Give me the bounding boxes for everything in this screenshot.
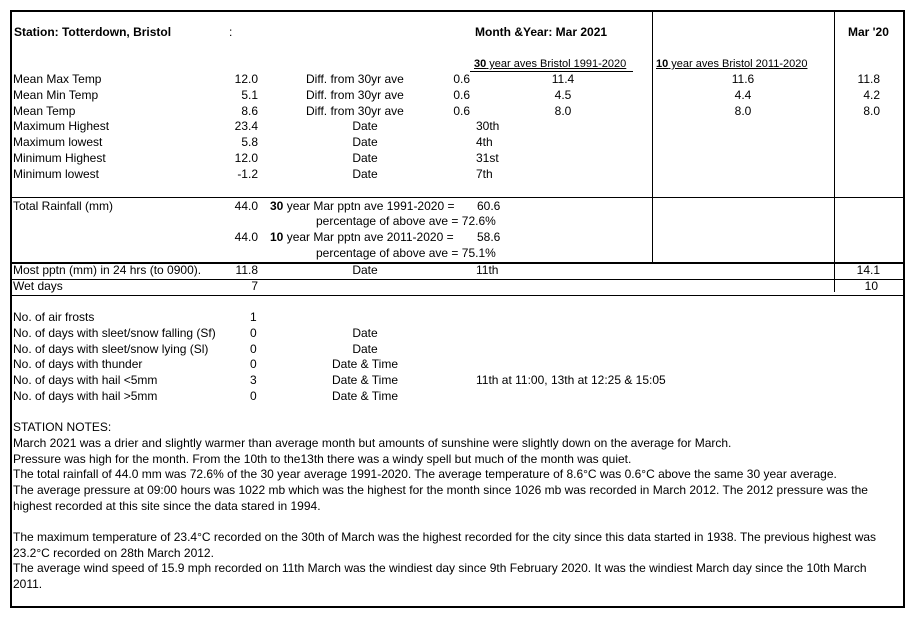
divider-after-wetdays — [10, 295, 905, 296]
extreme-date-label: Date — [352, 119, 378, 133]
note-paragraph-2: Pressure was high for the month. From the 10th to the13th there was a windy spell but much of the month was quiet. — [13, 452, 632, 466]
rainfall-pct-2: percentage of above ave = 75.1% — [316, 246, 496, 260]
divider-after-pptn — [10, 279, 905, 280]
wet-days-prev: 10 — [864, 279, 878, 293]
count-date-label: Date — [352, 325, 378, 340]
extreme-value: -1.2 — [237, 167, 258, 181]
temp-value: 8.6 — [241, 104, 258, 118]
rainfall-ave30-value: 60.6 — [477, 199, 501, 213]
count-value: 1 — [250, 310, 257, 324]
extreme-value: 12.0 — [234, 151, 258, 165]
temp-value: 12.0 — [234, 72, 258, 86]
prev-year-header: Mar '20 — [848, 25, 889, 39]
diff-value: 0.6 — [453, 88, 470, 102]
divider-prev-col — [834, 10, 835, 292]
rainfall-pct-1: percentage of above ave = 72.6% — [316, 214, 496, 228]
count-value: 3 — [250, 373, 257, 388]
rainfall-ave30-line: 30 year Mar pptn ave 1991-2020 = — [270, 199, 455, 213]
rainfall-label: Total Rainfall (mm) — [13, 199, 114, 213]
prev-value: 8.0 — [863, 104, 880, 118]
ave30-value: 4.5 — [554, 88, 572, 102]
count-label: No. of days with hail >5mm — [13, 389, 158, 403]
temp-label: Mean Temp — [13, 104, 76, 118]
count-label: No. of days with sleet/snow lying (Sl) — [13, 341, 209, 356]
count-value: 0 — [250, 389, 257, 403]
note-paragraph-4: The average pressure at 09:00 hours was 1022 mb which was the highest for the month since 1026 mb was recorded in March 2012. The 2012 pressure was the highest recorded at this site since the data stared in 1994. — [13, 483, 868, 513]
notes-heading: STATION NOTES: — [13, 420, 112, 434]
diff-value: 0.6 — [453, 72, 470, 86]
temp-value: 5.1 — [241, 88, 258, 102]
ave30-value: 11.4 — [551, 72, 575, 86]
rainfall-ave10-value: 58.6 — [477, 230, 501, 244]
diff-label: Diff. from 30yr ave — [306, 88, 404, 102]
diff-value: 0.6 — [453, 104, 470, 118]
count-value: 0 — [250, 357, 257, 372]
station-name: Station: Totterdown, Bristol — [14, 25, 172, 39]
extreme-label: Maximum lowest — [13, 135, 103, 149]
count-date-label: Date & Time — [331, 373, 399, 388]
extreme-label: Minimum lowest — [13, 167, 100, 181]
rainfall-value-2: 44.0 — [234, 230, 258, 244]
extreme-date: 4th — [476, 135, 493, 149]
note-paragraph-6: The average wind speed of 15.9 mph recorded on 11th March was the windiest day since 9th February 2020. It was the windiest March day since the 10th March 2011. — [13, 561, 867, 591]
note-paragraph-5: The maximum temperature of 23.4°C recorded on the 30th of March was the highest recorded for the city since this data started in 1938. The previous highest was 23.2°C recorded on 28th March 2012. — [13, 530, 877, 560]
temp-label: Mean Min Temp — [13, 88, 99, 102]
ave30-header: 30 year aves Bristol 1991-2020 — [474, 58, 627, 70]
count-label: No. of air frosts — [13, 310, 95, 324]
count-date-label: Date & Time — [331, 357, 399, 372]
extreme-value: 5.8 — [241, 135, 258, 149]
prev-value: 11.8 — [857, 72, 880, 86]
count-date-label: Date & Time — [331, 389, 399, 403]
wet-days-label: Wet days — [13, 279, 63, 293]
most-pptn-date-label: Date — [352, 263, 378, 277]
extreme-label: Minimum Highest — [13, 151, 106, 165]
divider-after-extremes — [10, 197, 905, 198]
divider-month-col — [652, 10, 653, 262]
extreme-date: 30th — [476, 119, 500, 133]
diff-label: Diff. from 30yr ave — [306, 72, 404, 86]
extreme-date: 31st — [476, 151, 499, 165]
most-pptn-value: 11.8 — [235, 263, 258, 277]
count-value: 0 — [250, 341, 257, 356]
count-detail: 11th at 11:00, 13th at 12:25 & 15:05 — [476, 373, 666, 388]
wet-days-value: 7 — [251, 279, 258, 293]
most-pptn-date: 11th — [476, 263, 499, 277]
ave10-value: 11.6 — [731, 72, 755, 86]
extreme-date-label: Date — [352, 167, 378, 181]
note-paragraph-3: The total rainfall of 44.0 mm was 72.6% of the 30 year average 1991-2020. The average temperature of 8.6°C was 0.6°C above the same 30 year average. — [13, 467, 837, 481]
count-label: No. of days with hail <5mm — [13, 373, 158, 388]
ave10-value: 8.0 — [734, 104, 752, 118]
ave30-value: 8.0 — [554, 104, 572, 118]
most-pptn-prev: 14.1 — [856, 263, 880, 277]
ave10-value: 4.4 — [734, 88, 752, 102]
extreme-date-label: Date — [352, 151, 378, 165]
note-paragraph-1: March 2021 was a drier and slightly warmer than average month but amounts of sunshine were slightly down on the average for March. — [13, 436, 732, 450]
ave10-header: 10 year aves Bristol 2011-2020 — [656, 58, 808, 70]
prev-value: 4.2 — [863, 88, 880, 102]
month-year: Month &Year: Mar 2021 — [475, 25, 608, 39]
count-label: No. of days with sleet/snow falling (Sf) — [13, 325, 216, 340]
count-value: 0 — [250, 325, 257, 340]
header-colon: : — [229, 25, 233, 39]
rainfall-value-1: 44.0 — [234, 199, 258, 213]
extreme-date-label: Date — [352, 135, 378, 149]
extreme-label: Maximum Highest — [13, 119, 110, 133]
temp-label: Mean Max Temp — [13, 72, 102, 86]
most-pptn-label: Most pptn (mm) in 24 hrs (to 0900). — [13, 263, 202, 277]
count-date-label: Date — [352, 341, 378, 356]
rainfall-ave10-line: 10 year Mar pptn ave 2011-2020 = — [270, 230, 454, 244]
diff-label: Diff. from 30yr ave — [306, 104, 404, 118]
count-label: No. of days with thunder — [13, 357, 143, 372]
extreme-date: 7th — [476, 167, 493, 181]
extreme-value: 23.4 — [234, 119, 258, 133]
